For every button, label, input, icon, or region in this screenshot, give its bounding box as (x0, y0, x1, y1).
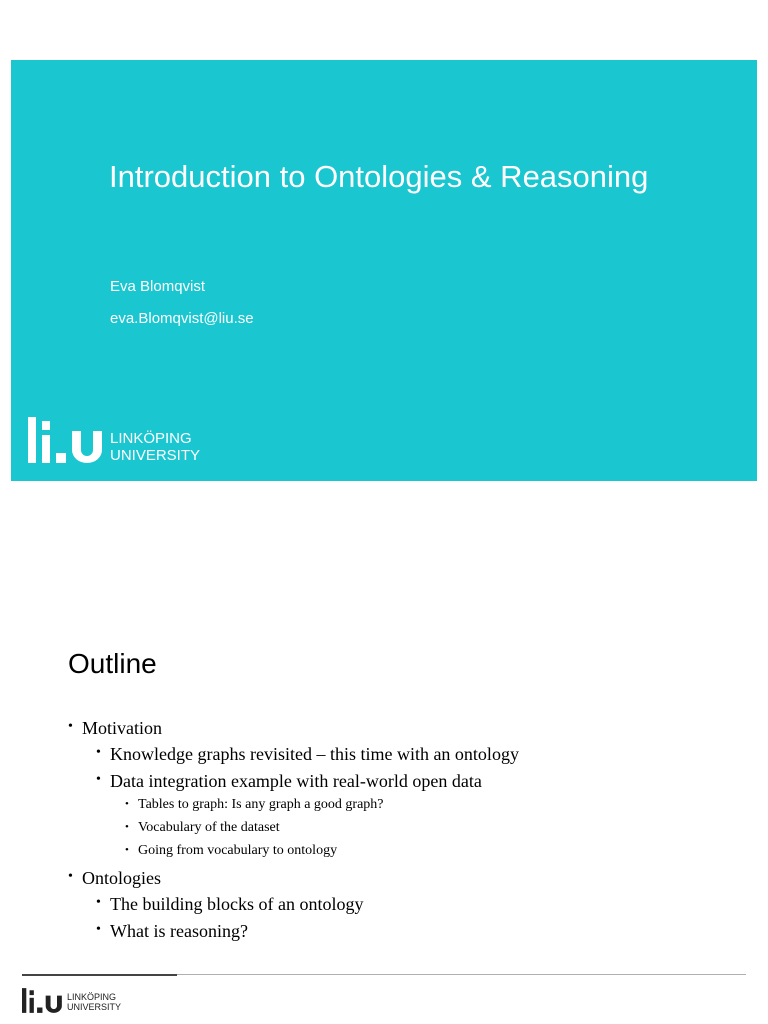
liu-logo-icon (22, 988, 64, 1013)
liu-wordmark (110, 430, 200, 464)
liu-logo (28, 417, 201, 464)
footer-liu-logo (22, 988, 122, 1013)
list-item: • The building blocks of an ontology (110, 894, 363, 915)
list-item: • Going from vocabulary to ontology (138, 843, 337, 859)
liu-logo-icon (28, 417, 106, 463)
footer-divider-accent (22, 974, 177, 976)
list-item: • Knowledge graphs revisited – this time with an ontology (110, 744, 519, 765)
outline-slide (0, 600, 768, 1024)
logo-line-2: UNIVERSITY (67, 1002, 122, 1012)
logo-line-1: LINKÖPING (67, 992, 117, 1002)
list-item: • Ontologies (82, 868, 161, 889)
liu-wordmark (67, 992, 121, 1012)
logo-line-2: UNIVERSITY (110, 447, 201, 464)
list-item: • Vocabulary of the dataset (138, 820, 280, 836)
title-slide (11, 60, 757, 481)
presentation-title: Introduction to Ontologies & Reasoning (109, 159, 649, 194)
list-item: • Tables to graph: Is any graph a good graph? (138, 797, 384, 813)
author-email: eva.Blomqvist@liu.se (110, 310, 254, 327)
list-item: • What is reasoning? (110, 921, 248, 942)
outline-title: Outline (68, 648, 157, 679)
list-item: • Data integration example with real-world open data (110, 771, 482, 792)
author-name: Eva Blomqvist (110, 278, 206, 295)
logo-line-1: LINKÖPING (110, 430, 192, 447)
list-item: • Motivation (82, 718, 162, 739)
